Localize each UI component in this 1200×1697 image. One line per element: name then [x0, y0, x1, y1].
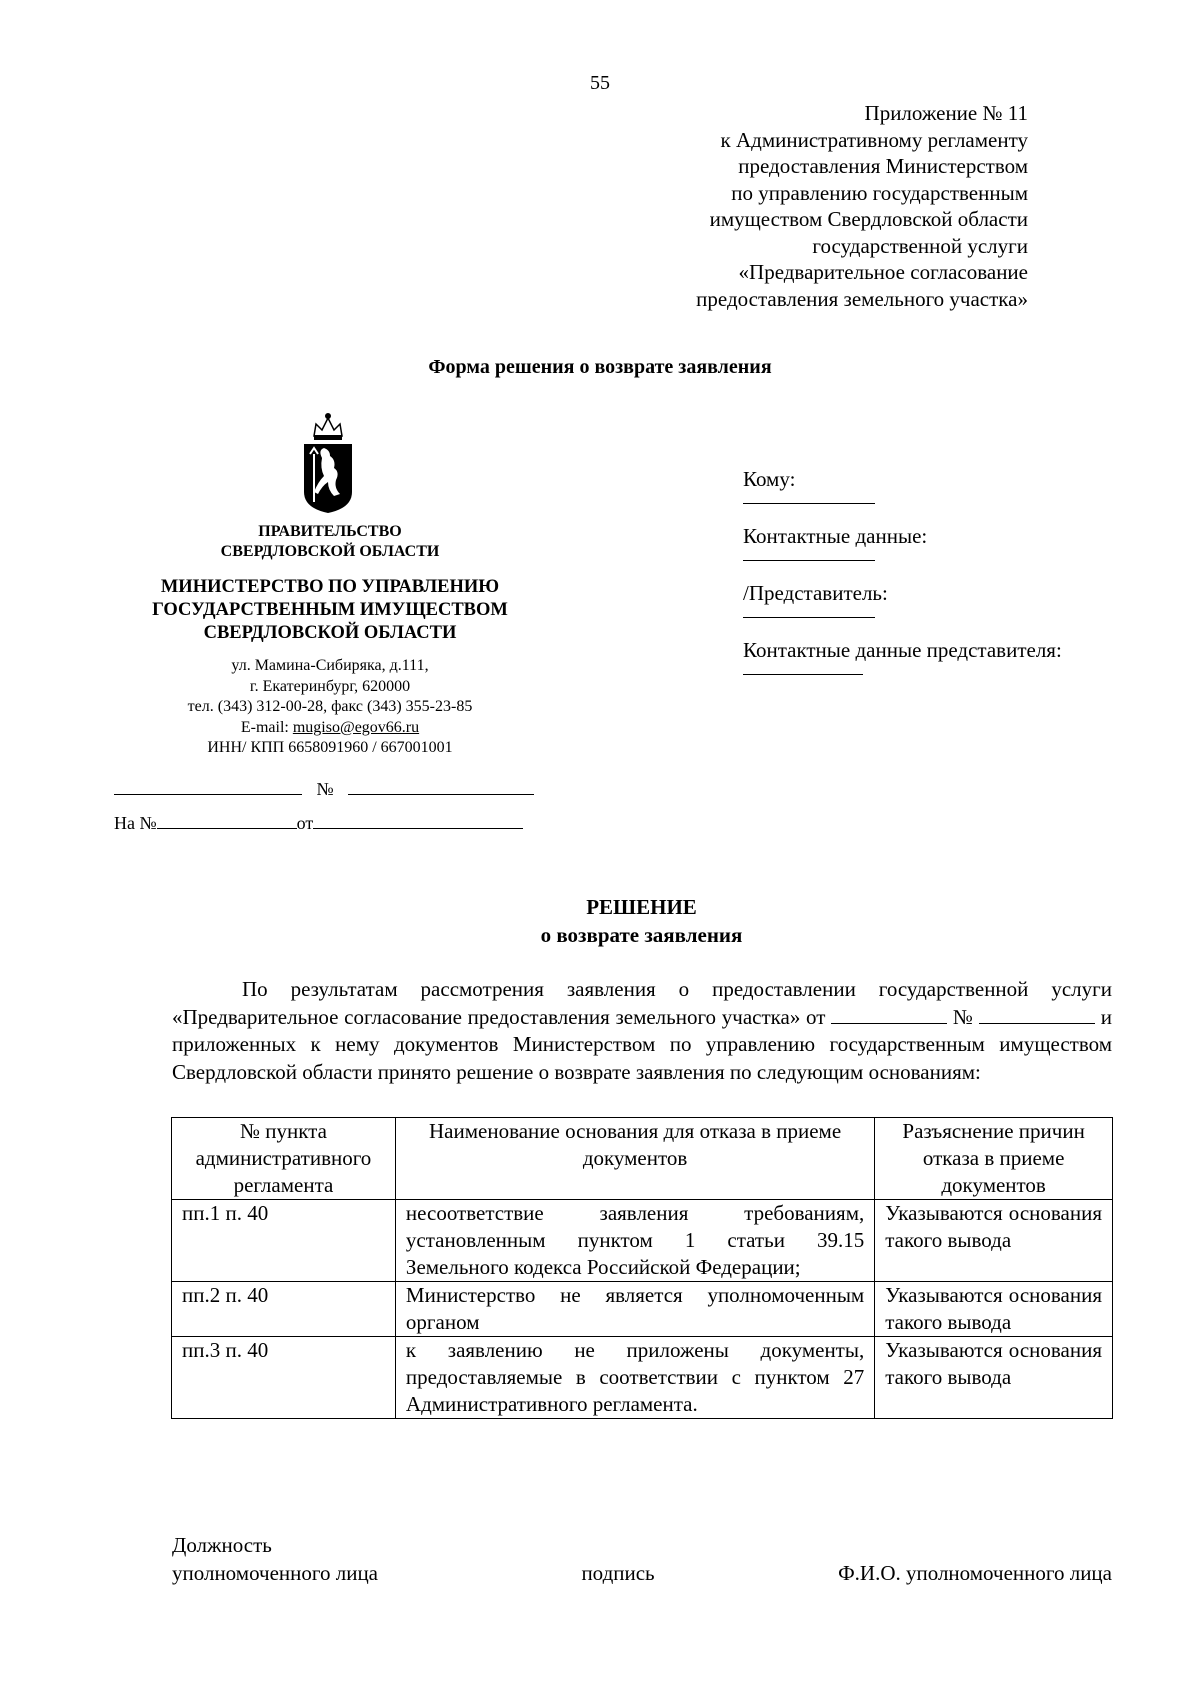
recipient-block [743, 466, 1062, 694]
inn-line: ИНН/ КПП 6658091960 / 667001001 [207, 739, 453, 756]
clause-cell: пп.3 п. 40 [172, 1337, 396, 1419]
appendix-line: предоставления Министерством [738, 154, 1028, 178]
table-row [172, 1200, 1113, 1282]
recipient-to-label: Кому: [743, 467, 796, 491]
table-header-row [172, 1118, 1113, 1200]
application-number-blank [979, 1004, 1095, 1024]
appendix-line: по управлению государственным [731, 180, 1028, 205]
appendix-line: предоставления земельного участка» [696, 286, 1028, 311]
column-header: Разъяснение причин отказа в приеме документов [875, 1118, 1113, 1200]
recipient-blank [743, 560, 875, 561]
decision-title: РЕШЕНИЕ о возврате заявления [540, 895, 743, 947]
explanation-cell: Указываются основания такого вывода [875, 1200, 1113, 1282]
ministry-address [120, 656, 540, 759]
appendix-line: Приложение № 11 [864, 101, 1028, 125]
coat-of-arms-icon [300, 410, 356, 514]
number-blank [348, 776, 534, 795]
column-header: Наименование основания для отказа в приеме документов [395, 1118, 874, 1200]
column-header: № пункта административного регламента [172, 1118, 396, 1200]
address-line: г. Екатеринбург, 620000 [249, 677, 411, 695]
application-date-blank [831, 1004, 947, 1024]
ministry-name: МИНИСТЕРСТВО ПО УПРАВЛЕНИЮ ГОСУДАРСТВЕННЫМ ИМУЩЕСТВОМ СВЕРДЛОВСКОЙ ОБЛАСТИ [152, 577, 508, 643]
table-row [172, 1282, 1113, 1337]
explanation-cell: Указываются основания такого вывода [875, 1337, 1113, 1419]
reply-number-blank [157, 810, 297, 829]
clause-cell: пп.1 п. 40 [172, 1200, 396, 1282]
recipient-contacts-label: Контактные данные: [743, 524, 928, 548]
reason-cell: Министерство не является уполномоченным органом [395, 1282, 874, 1337]
reason-cell: несоответствие заявления требованиям, установленным пунктом 1 статьи 39.15 Земельного кодекса Российской Федерации; [395, 1200, 874, 1282]
reason-cell: к заявлению не приложены документы, предоставляемые в соответствии с пунктом 27 Административного регламента. [395, 1337, 874, 1419]
appendix-block [696, 100, 1028, 312]
signature-position-label: уполномоченного лица [172, 1561, 379, 1585]
email-link[interactable]: mugiso@egov66.ru [292, 718, 420, 736]
representative-contacts-label: Контактные данные представителя: [743, 638, 1062, 662]
reply-number-line: На № от [114, 810, 523, 834]
table-row [172, 1337, 1113, 1419]
government-name: ПРАВИТЕЛЬСТВО СВЕРДЛОВСКОЙ ОБЛАСТИ [220, 523, 440, 560]
reply-date-blank [313, 810, 523, 829]
recipient-blank [743, 674, 863, 675]
signature-sign-label: подпись [581, 1561, 655, 1585]
appendix-line: имуществом Свердловской области [709, 207, 1028, 231]
clause-cell: пп.2 п. 40 [172, 1282, 396, 1337]
appendix-line: «Предварительное согласование [738, 260, 1028, 284]
signature-fio-label: Ф.И.О. уполномоченного лица [838, 1561, 1112, 1585]
recipient-blank [743, 503, 875, 504]
appendix-line: государственной услуги [812, 233, 1028, 258]
grounds-table [171, 1117, 1113, 1419]
decision-paragraph: По результатам рассмотрения заявления о предоставлении государственной услуги «Предварительное согласование предоставления земельного участка» от № и приложенных к нему документов Министерством по управлению государственным имуществом Свердловской области принято решение о возврате заявления по следующим основаниям: [172, 977, 1112, 1084]
signature-row [172, 1561, 1112, 1586]
phone-line: тел. (343) 312-00-28, факс (343) 355-23-85 [187, 698, 473, 715]
recipient-blank [743, 617, 875, 618]
outgoing-number-line: № [114, 776, 534, 800]
page-number: 55 [590, 72, 610, 94]
representative-label: /Представитель: [743, 581, 888, 605]
explanation-cell: Указываются основания такого вывода [875, 1282, 1113, 1337]
form-title: Форма решения о возврате заявления [428, 356, 772, 378]
appendix-line: к Административному регламенту [720, 127, 1028, 152]
address-line: ул. Мамина-Сибиряка, д.111, [231, 657, 429, 674]
signature-position-label: Должность [172, 1533, 272, 1557]
email-line: E-mail: mugiso@egov66.ru [240, 718, 420, 736]
date-blank [114, 776, 302, 795]
